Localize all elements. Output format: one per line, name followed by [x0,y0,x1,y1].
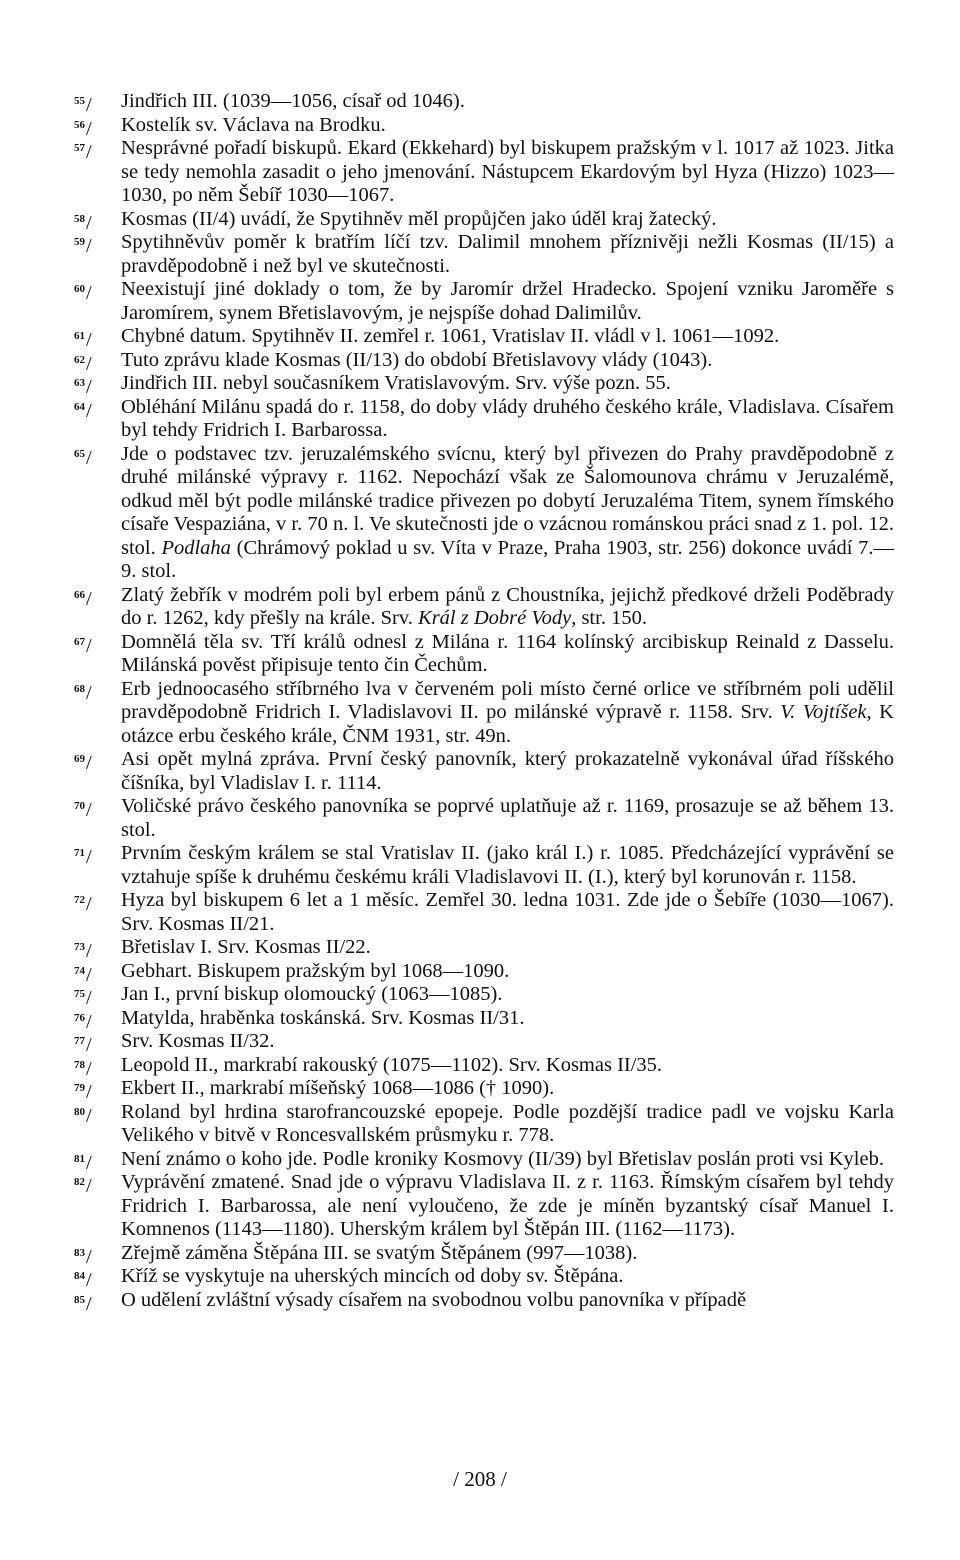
footnote-slash: / [86,799,92,821]
footnote-slash: / [86,1057,92,1080]
footnote-number-value: 68 [74,682,85,695]
footnote-item [74,678,894,749]
footnote-slash: / [86,1269,92,1291]
footnote-text: Prvním českým králem se stal Vratislav II. (jako král I.) r. 1085. Předcházející vyprávění se vztahuje spíše k druhému českému králi Vladislavovi II. (I.), který byl korunován r. 1158. [121,842,894,888]
footnote-item [74,137,894,208]
footnote-number [74,443,92,471]
footnote-slash: / [86,893,92,915]
footnote-number [74,631,92,659]
footnote-slash: / [86,963,92,986]
footnote-item [74,349,894,373]
footnote-text-part: Erb jednoocasého stříbrného lva v červeném poli místo černé orlice ve stříbrném poli udělil pravděpodobně Fridrich I. Vladislavovi II. po milánské výpravě r. 1158. Srv. [121,677,894,723]
footnote-text: Jan I., první biskup olomoucký (1063—1085). [121,983,503,1005]
footnote-number [74,137,92,165]
footnote-number-value: 73 [74,941,85,953]
footnote-item [74,1265,894,1289]
footnote-slash: / [86,352,92,375]
footnote-number-value: 82 [74,1176,85,1188]
footnote-slash: / [86,1010,92,1033]
footnote-slash: / [86,141,92,163]
footnote-text-part: Zlatý žebřík v modrém poli byl erbem pánů z Choustníka, jejichž předkové drželi Poděbrady do r. 1262, kdy přešly na krále. Srv. [121,583,894,629]
footnote-slash: / [86,752,92,774]
footnote-number-value: 72 [74,894,85,906]
footnote-text: Tuto zprávu klade Kosmas (II/13) do období Břetislavovy vlády (1043). [121,348,713,371]
footnote-text: Není známo o koho jde. Podle kroniky Kosmovy (II/39) byl Břetislav poslán proti vsi Kyleb. [121,1147,884,1170]
footnote-text: Leopold II., markrabí rakouský (1075—1102). Srv. Kosmas II/35. [121,1053,663,1076]
footnote-number [74,795,92,823]
footnote-number [74,748,92,776]
footnote-item [74,231,894,278]
footnote-slash: / [86,681,92,704]
footnote-number [74,842,92,870]
footnote-item [74,584,894,631]
footnote-text-part: , K otázce erbu českého krále, ČNM 1931, str. 49n. [121,701,894,747]
footnote-number-value: 81 [74,1152,85,1165]
footnote-number-value: 59 [74,236,85,248]
footnote-number-value: 55 [74,95,85,107]
footnote-slash: / [86,940,92,962]
footnote-item [74,748,894,795]
footnote-number-value: 83 [74,1246,85,1259]
footnote-text-part: Jde o podstavec tzv. jeruzalémského svícnu, který byl přivezen do Prahy pravděpodobně z druhé milánské výpravy r. 1162. Nepochází však ze Šalomounova chrámu v Jeruzalémě, odkud měl být podle milánské tradice přivezen po dobytí Jeruzaléma Titem, synem římského císaře Vespaziána, v r. 70 n. l. Ve skutečnosti jde o vzácnou románskou práci snad z 1. pol. 12. stol. [121,442,894,559]
footnote-slash: / [86,446,92,469]
footnote-slash: / [86,1081,92,1103]
footnote-slash: / [86,1245,92,1268]
footnote-number-value: 63 [74,377,85,389]
page-number: / 208 / [453,1467,507,1491]
footnote-text: Kříž se vyskytuje na uherských mincích od doby sv. Štěpána. [121,1265,624,1287]
footnote-text-part: , str. 150. [571,607,647,629]
footnote-number-value: 69 [74,753,85,765]
footnote-number [74,231,92,259]
footnote-text: Zřejmě záměna Štěpána III. se svatým Štěpánem (997—1038). [121,1241,638,1264]
footnote-number-value: 77 [74,1035,85,1047]
footnote-item [74,1289,894,1313]
footnote-text: Srv. Kosmas II/32. [121,1030,275,1052]
footnote-number-value: 80 [74,1105,85,1118]
footnote-text: Obléhání Milánu spadá do r. 1158, do doby vlády druhého českého krále, Vladislava. Císařem byl tehdy Fridrich I. Barbarossa. [121,395,894,441]
footnote-item [74,372,894,396]
footnote-text [121,678,894,747]
footnote-item [74,1148,894,1172]
footnote-number-value: 64 [74,400,85,413]
footnote-number-value: 74 [74,964,85,977]
footnote-text: Hyza byl biskupem 6 let a 1 měsíc. Zemřel 30. ledna 1031. Zde jde o Šebíře (1030—1067). Srv. Kosmas II/21. [121,889,894,935]
footnote-item [74,278,894,325]
footnote-text: Kostelík sv. Václava na Brodku. [121,113,386,136]
footnote-slash: / [86,94,92,116]
footnote-number-value: 56 [74,118,85,131]
footnote-number [74,584,92,612]
footnote-number-value: 60 [74,283,85,295]
footnote-number-value: 70 [74,800,85,812]
footnote-slash: / [86,117,92,140]
footnote-slash: / [86,399,92,422]
footnote-item [74,1054,894,1078]
footnote-number [74,1101,92,1129]
footnote-item [74,90,894,114]
footnote-text [121,584,894,630]
footnote-number-value: 62 [74,353,85,366]
footnote-number-value: 66 [74,588,85,601]
footnotes-list [74,90,894,1315]
footnote-slash: / [86,329,92,351]
footnote-number-value: 67 [74,635,85,648]
footnote-number-value: 58 [74,212,85,225]
footnote-number [74,1171,92,1199]
footnote-text-part: (Chrámový poklad u sv. Víta v Praze, Praha 1903, str. 256) dokonce uvádí 7.—9. stol. [121,536,894,582]
footnote-text: Asi opět mylná zpráva. První český panovník, který prokazatelně vykonával úřad říšského číšníka, byl Vladislav I. r. 1114. [121,748,894,794]
footnote-item [74,443,894,584]
footnote-number-value: 78 [74,1058,85,1071]
footnote-item [74,1007,894,1031]
footnote-item [74,1171,894,1242]
footnote-item [74,889,894,936]
footnote-text: Jindřich III. nebyl současníkem Vratislavovým. Srv. výše pozn. 55. [121,372,671,394]
footnote-text: Roland byl hrdina starofrancouzské epopeje. Podle pozdější tradice padl ve vojsku Karla Velikého v bitvě v Roncesvallském průsmyku r. 778. [121,1100,894,1146]
footnote-number-value: 79 [74,1082,85,1094]
footnote-number-value: 61 [74,330,85,342]
footnote-italic-reference: V. Vojtíšek [780,701,867,723]
footnote-item [74,114,894,138]
footnote-item [74,1077,894,1101]
footnote-number [74,678,92,706]
footnote-slash: / [86,1175,92,1197]
footnote-item [74,325,894,349]
footnote-text: Domnělá těla sv. Tří králů odnesl z Milána r. 1164 kolínský arcibiskup Reinald z Dasselu. Milánská pověst připisuje tento čin Čechům. [121,630,894,676]
footnote-slash: / [86,1034,92,1056]
footnote-slash: / [86,1104,92,1127]
footnote-item [74,631,894,678]
footnote-number-value: 71 [74,847,85,859]
footnote-item [74,936,894,960]
footnote-item [74,795,894,842]
footnote-number-value: 76 [74,1011,85,1024]
footnote-number-value: 57 [74,142,85,154]
footnote-slash: / [86,235,92,257]
footnote-text: Vyprávění zmatené. Snad jde o výpravu Vladislava II. z r. 1163. Římským císařem byl tehdy Fridrich I. Barbarossa, ale není vyloučeno, že zde je míněn byzantský císař Manuel I. Komnenos (1143—1180). Uherským králem byl Štěpán III. (1162—1173). [121,1171,894,1240]
footnote-item [74,1242,894,1266]
footnote-text: O udělení zvláštní výsady císařem na svobodnou volbu panovníka v případě [121,1288,747,1311]
footnote-slash: / [86,211,92,234]
footnote-slash: / [86,376,92,398]
footnote-italic-reference: Král z Dobré Vody [418,607,572,629]
footnote-slash: / [86,987,92,1009]
footnote-text: Ekbert II., markrabí míšeňský 1068—1086 († 1090). [121,1077,555,1099]
footnote-text: Břetislav I. Srv. Kosmas II/22. [121,936,371,958]
footnote-number [74,278,92,306]
footnote-text: Chybné datum. Spytihněv II. zemřel r. 1061, Vratislav II. vládl v l. 1061—1092. [121,325,780,347]
footnote-number [74,1289,92,1317]
footnote-slash: / [86,634,92,657]
footnote-slash: / [86,1292,92,1315]
footnote-italic-reference: Podlaha [161,536,231,559]
footnote-text: Neexistují jiné doklady o tom, že by Jaromír držel Hradecko. Spojení vzniku Jaroměře s Jaromírem, synem Břetislavovým, je nejspíše dohad Dalimilův. [121,278,894,324]
footnote-text: Jindřich III. (1039—1056, císař od 1046). [121,90,465,112]
footnote-slash: / [86,1151,92,1174]
footnote-item [74,983,894,1007]
footnote-slash: / [86,282,92,304]
footnote-item [74,396,894,443]
footnote-text: Gebhart. Biskupem pražským byl 1068—1090. [121,959,510,982]
footnote-number [74,396,92,424]
footnote-item [74,960,894,984]
footnote-item [74,208,894,232]
footnote-text [121,443,894,583]
footnote-number-value: 85 [74,1293,85,1306]
footnote-text: Kosmas (II/4) uvádí, že Spytihněv měl propůjčen jako úděl kraj žatecký. [121,207,717,230]
footnote-text: Nesprávné pořadí biskupů. Ekard (Ekkehard) byl biskupem pražským v l. 1017 až 1023. Jitka se tedy nemohla zasadit o jeho jmenování. Nástupcem Ekardovým byl Hyza (Hizzo) 1023—1030, po něm Šebíř 1030—1067. [121,137,894,206]
footnote-text: Voličské právo českého panovníka se poprvé uplatňuje až r. 1169, prosazuje se až během 13. stol. [121,795,894,841]
footnote-item [74,842,894,889]
footnote-number-value: 75 [74,988,85,1000]
footnote-item [74,1030,894,1054]
footnote-text: Matylda, hraběnka toskánská. Srv. Kosmas II/31. [121,1006,525,1029]
footnote-slash: / [86,587,92,610]
footnote-number-value: 84 [74,1270,85,1282]
footnote-number-value: 65 [74,447,85,460]
footnote-text: Spytihněvův poměr k bratřím líčí tzv. Dalimil mnohem příznivěji nežli Kosmas (II/15) a pravděpodobně i než byl ve skutečnosti. [121,231,894,277]
footnote-slash: / [86,846,92,868]
footnote-item [74,1101,894,1148]
footnote-number [74,889,92,917]
